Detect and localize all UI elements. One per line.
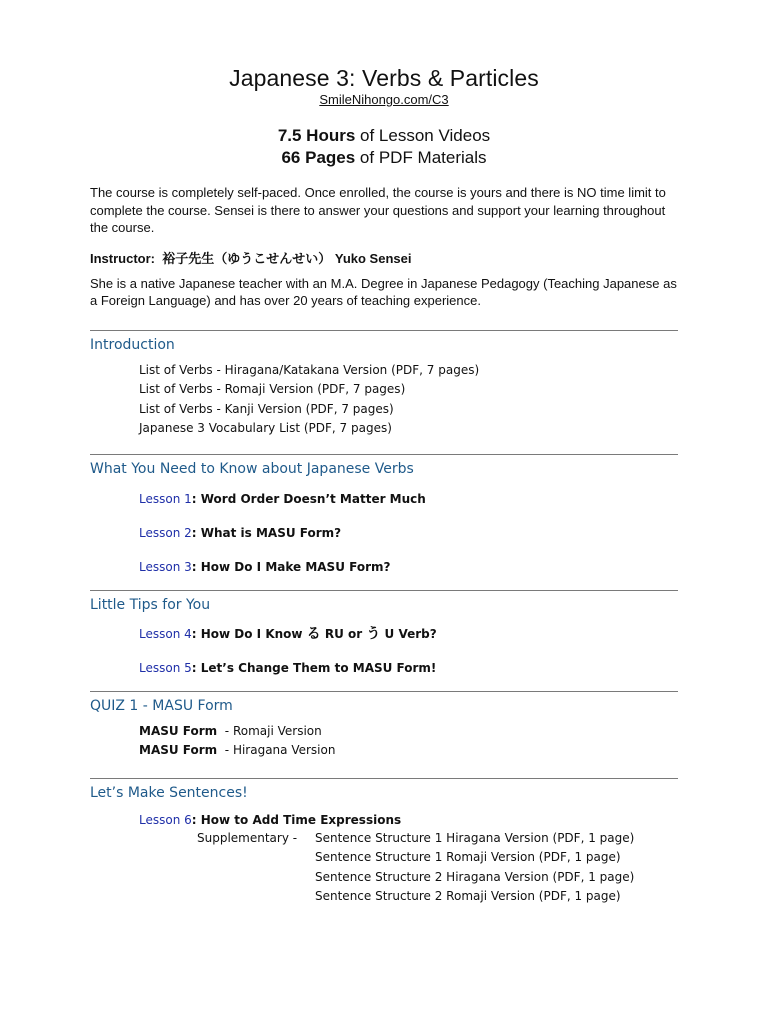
quiz-form: MASU Form [139,723,218,738]
lesson-2[interactable] [139,524,678,542]
hours-line [90,125,678,147]
instructor-name-jp: 裕子先生（ゆうこせんせい） [162,251,332,267]
list-item[interactable]: List of Verbs - Hiragana/Katakana Version (PDF, 7 pages) [139,362,480,377]
hours-label: of Lesson Videos [355,126,491,145]
lesson-label[interactable]: Lesson 5 [139,660,192,675]
quiz-list [139,722,678,761]
lesson-3[interactable] [139,558,678,576]
instructor-line [90,250,678,269]
lesson-label[interactable]: Lesson 1 [139,491,192,506]
lesson-label[interactable]: Lesson 3 [139,559,192,574]
kana-u: う [366,625,381,642]
course-document [90,64,678,907]
lesson-title-part: U Verb? [380,626,437,641]
section-title: QUIZ 1 - MASU Form [90,697,233,714]
supplementary-label: Supplementary - [197,830,298,845]
pages-label: of PDF Materials [355,148,487,167]
section-title: Little Tips for You [90,596,211,613]
lesson-6[interactable] [139,811,678,829]
section-sentences [90,778,678,907]
list-item[interactable]: Sentence Structure 1 Romaji Version (PDF, 1 page) [315,850,621,864]
quiz-version: - Romaji Version [217,723,322,738]
pages-line [90,147,678,169]
list-item[interactable]: List of Verbs - Romaji Version (PDF, 7 pages) [139,382,406,396]
lesson-title: : Let’s Change Them to MASU Form! [191,660,437,675]
quiz-form: MASU Form [139,743,218,757]
lesson-5[interactable] [139,659,678,677]
lesson-label[interactable]: Lesson 4 [139,626,192,641]
lesson-label[interactable]: Lesson 6 [139,812,192,827]
section-quiz [90,691,678,761]
course-url-link[interactable]: SmileNihongo.com/C3 [319,92,449,107]
lesson-title-part: : How Do I Know [191,626,307,641]
section-title: Let’s Make Sentences! [90,784,248,801]
hours-value: 7.5 Hours [277,126,356,145]
introduction-list [139,361,678,439]
page-title: Japanese 3: Verbs & Particles [229,65,539,91]
supplementary-block [139,829,678,907]
list-item[interactable]: Sentence Structure 2 Romaji Version (PDF, 1 page) [315,889,621,903]
kana-ru: る [306,625,321,642]
list-item[interactable]: Japanese 3 Vocabulary List (PDF, 7 pages) [139,421,392,435]
course-stats [90,125,678,169]
lesson-title: : What is MASU Form? [191,525,342,540]
lesson-label[interactable]: Lesson 2 [139,525,192,540]
section-verbs [90,454,678,576]
lesson-title-part: RU or [320,626,367,641]
section-title: What You Need to Know about Japanese Verbs [90,460,414,477]
course-description: The course is completely self-paced. Once enrolled, the course is yours and there is NO time limit to complete the course. Sensei is there to answer your questions and support your learning throughout the course. [90,185,666,235]
lesson-title: : Word Order Doesn’t Matter Much [191,491,426,506]
lesson-title: : How to Add Time Expressions [191,812,402,827]
instructor-bio: She is a native Japanese teacher with an M.A. Degree in Japanese Pedagogy (Teaching Japanese as a Foreign Language) and has over 20 years of teaching experience. [90,275,677,308]
list-item[interactable] [139,741,678,761]
pages-value: 66 Pages [281,148,356,167]
supplementary-list [315,829,634,907]
instructor-label: Instructor: [90,250,155,266]
list-item[interactable]: List of Verbs - Kanji Version (PDF, 7 pages) [139,401,394,416]
list-item[interactable] [139,722,678,742]
instructor-name-en: Yuko Sensei [334,250,412,266]
list-item[interactable]: Sentence Structure 1 Hiragana Version (PDF, 1 page) [315,830,635,845]
lesson-title: : How Do I Make MASU Form? [191,559,391,574]
lesson-4[interactable] [139,625,678,643]
list-item[interactable]: Sentence Structure 2 Hiragana Version (PDF, 1 page) [315,869,635,884]
quiz-version: - Hiragana Version [217,743,336,757]
lesson-1[interactable] [139,490,678,508]
section-title: Introduction [90,336,175,353]
section-tips [90,590,678,677]
section-introduction [90,330,678,439]
